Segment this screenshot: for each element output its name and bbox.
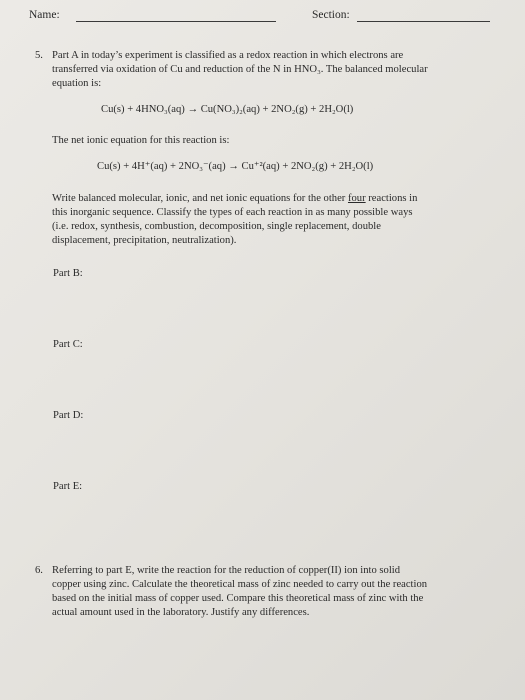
question-6-number: 6. xyxy=(35,565,43,576)
instructions-line-4: displacement, precipitation, neutralization). xyxy=(52,235,237,246)
part-b-label: Part B: xyxy=(53,268,83,279)
name-blank-line xyxy=(76,21,276,22)
molecular-equation: Cu(s) + 4HNO₃(aq) → Cu(NO₃)₂(aq) + 2NO₂(g) + 2H₂O(l) xyxy=(101,104,354,115)
question-6-line-2: copper using zinc. Calculate the theoretical mass of zinc needed to carry out the reaction xyxy=(52,579,428,590)
question-6-line-1: Referring to part E, write the reaction for the reduction of copper(II) ion into solid xyxy=(52,565,401,576)
instructions-line-3: (i.e. redox, synthesis, combustion, decomposition, single replacement, double xyxy=(52,221,381,232)
instructions-text-after: reactions in xyxy=(365,193,418,204)
question-5-number: 5. xyxy=(35,50,43,61)
name-label: Name: xyxy=(29,9,60,21)
question-6-line-3: based on the initial mass of copper used. Compare this theoretical mass of zinc with the xyxy=(52,593,424,604)
question-5-intro-line-3: equation is: xyxy=(52,78,102,89)
question-5-intro-line-1: Part A in today’s experiment is classified as a redox reaction in which electrons are xyxy=(52,50,404,61)
instructions-line-2: this inorganic sequence. Classify the types of each reaction in as many possible ways xyxy=(52,207,413,218)
question-5-intro-line-2: transferred via oxidation of Cu and reduction of the N in HNO₃. The balanced molecular xyxy=(52,64,428,75)
net-ionic-label: The net ionic equation for this reaction is: xyxy=(52,135,230,146)
part-e-label: Part E: xyxy=(53,481,83,492)
section-label: Section: xyxy=(312,9,350,21)
question-6-line-4: actual amount used in the laboratory. Justify any differences. xyxy=(52,607,310,618)
part-c-label: Part C: xyxy=(53,339,83,350)
instructions-underlined-word: four xyxy=(347,193,366,204)
instructions-text-before: Write balanced molecular, ionic, and net ionic equations for the other xyxy=(52,193,348,204)
part-d-label: Part D: xyxy=(53,410,84,421)
section-blank-line xyxy=(357,21,490,22)
instructions-line-1 xyxy=(52,192,417,206)
net-ionic-equation: Cu(s) + 4H⁺(aq) + 2NO₃⁻(aq) → Cu⁺²(aq) + 2NO₂(g) + 2H₂O(l) xyxy=(97,161,374,172)
